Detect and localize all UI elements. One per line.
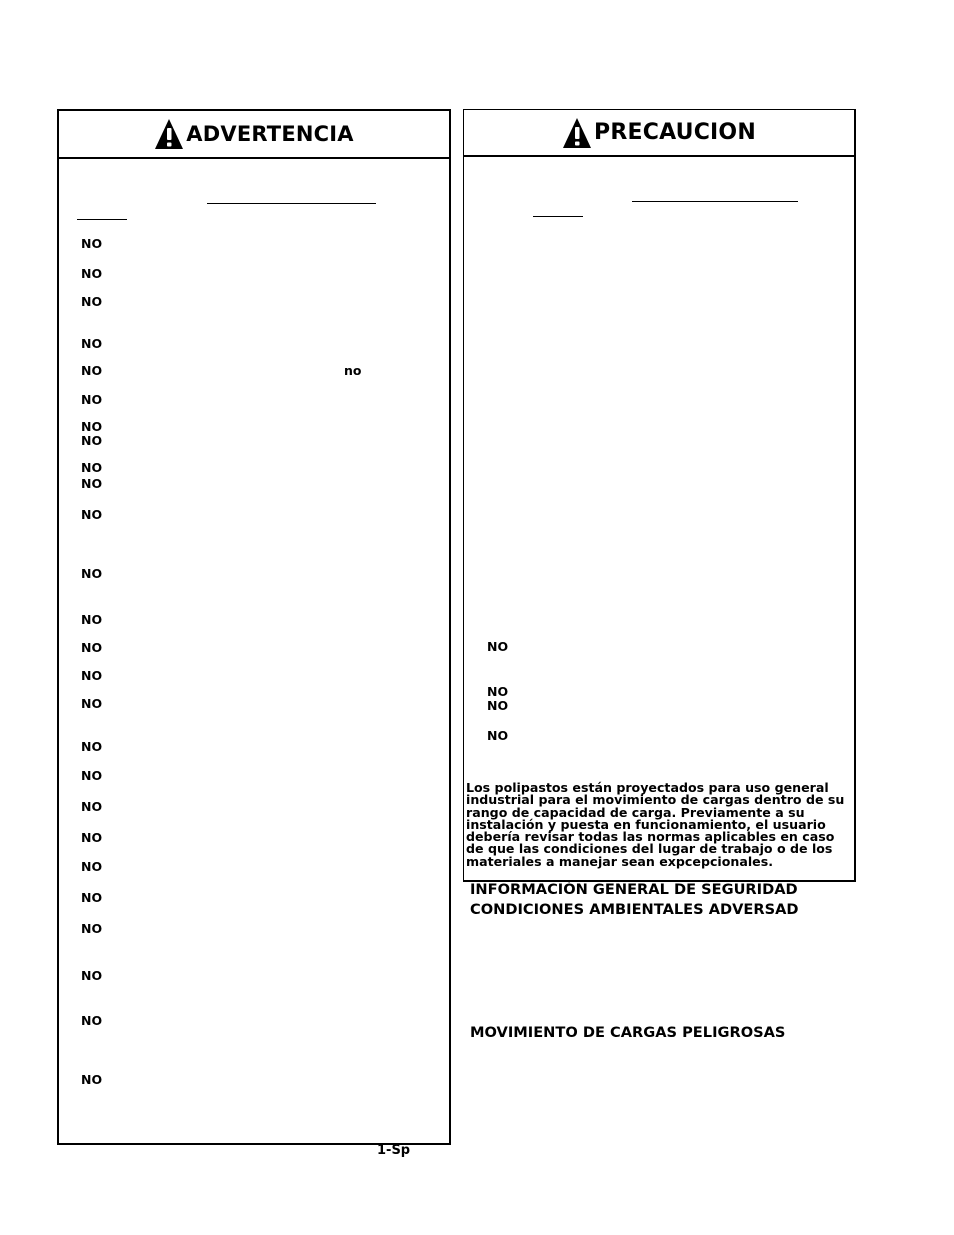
caution-title: PRECAUCION <box>594 120 756 145</box>
caution-header <box>464 110 854 157</box>
underline-4 <box>533 216 583 217</box>
warning-no-12: NO <box>81 566 103 581</box>
warning-no-23: NO <box>81 921 103 936</box>
warning-no-11: NO <box>81 507 103 522</box>
warning-no-9: NO <box>81 460 103 475</box>
caution-box <box>463 109 856 882</box>
warning-no-25: NO <box>81 1013 103 1028</box>
warning-no-10: NO <box>81 476 103 491</box>
warning-no-26: NO <box>81 1072 103 1087</box>
warning-no-2: NO <box>81 266 103 281</box>
caution-no-4: NO <box>487 728 509 743</box>
warning-no-13: NO <box>81 612 103 627</box>
caution-no-3: NO <box>487 698 509 713</box>
warning-no-6: NO <box>81 392 103 407</box>
warning-no-3: NO <box>81 294 103 309</box>
warning-no-24: NO <box>81 968 103 983</box>
warning-header <box>59 111 449 159</box>
dangerous-loads-heading: MOVIMIENTO DE CARGAS PELIGROSAS <box>470 1024 786 1041</box>
warning-box <box>57 109 451 1145</box>
warning-no-22: NO <box>81 890 103 905</box>
general-safety-heading: INFORMACIÓN GENERAL DE SEGURIDAD <box>470 881 798 898</box>
warning-no-7: NO <box>81 419 103 434</box>
warning-no-15: NO <box>81 668 103 683</box>
warning-no-5: NO <box>81 363 103 378</box>
warning-inline-no: no <box>344 363 362 378</box>
warning-no-17: NO <box>81 739 103 754</box>
warning-title: ADVERTENCIA <box>186 122 354 146</box>
warning-no-20: NO <box>81 830 103 845</box>
warning-no-16: NO <box>81 696 103 711</box>
caution-no-2: NO <box>487 684 509 699</box>
underline-2 <box>77 219 127 220</box>
warning-no-19: NO <box>81 799 103 814</box>
adverse-conditions-heading: CONDICIONES AMBIENTALES ADVERSAD <box>470 901 799 918</box>
underline-3 <box>632 201 798 202</box>
warning-no-21: NO <box>81 859 103 874</box>
warning-no-4: NO <box>81 336 103 351</box>
warning-triangle-icon <box>562 117 592 149</box>
page-number: 1-Sp <box>377 1143 411 1158</box>
caution-paragraph: Los polipastos están proyectados para uso general industrial para el movimiento de cargas dentro de su rango de capacidad de carga. Previamente a su instalación y puesta en funcionamiento, el usuario debería revisar todas las normas aplicables en caso de que las condiciones del lugar de trabajo o de los materiales a manejar sean expcepcionales. <box>466 780 845 869</box>
warning-no-8: NO <box>81 433 103 448</box>
underline-1 <box>207 203 376 204</box>
warning-no-1: NO <box>81 236 103 251</box>
warning-no-18: NO <box>81 768 103 783</box>
caution-no-1: NO <box>487 639 509 654</box>
warning-triangle-icon <box>154 118 184 150</box>
warning-no-14: NO <box>81 640 103 655</box>
